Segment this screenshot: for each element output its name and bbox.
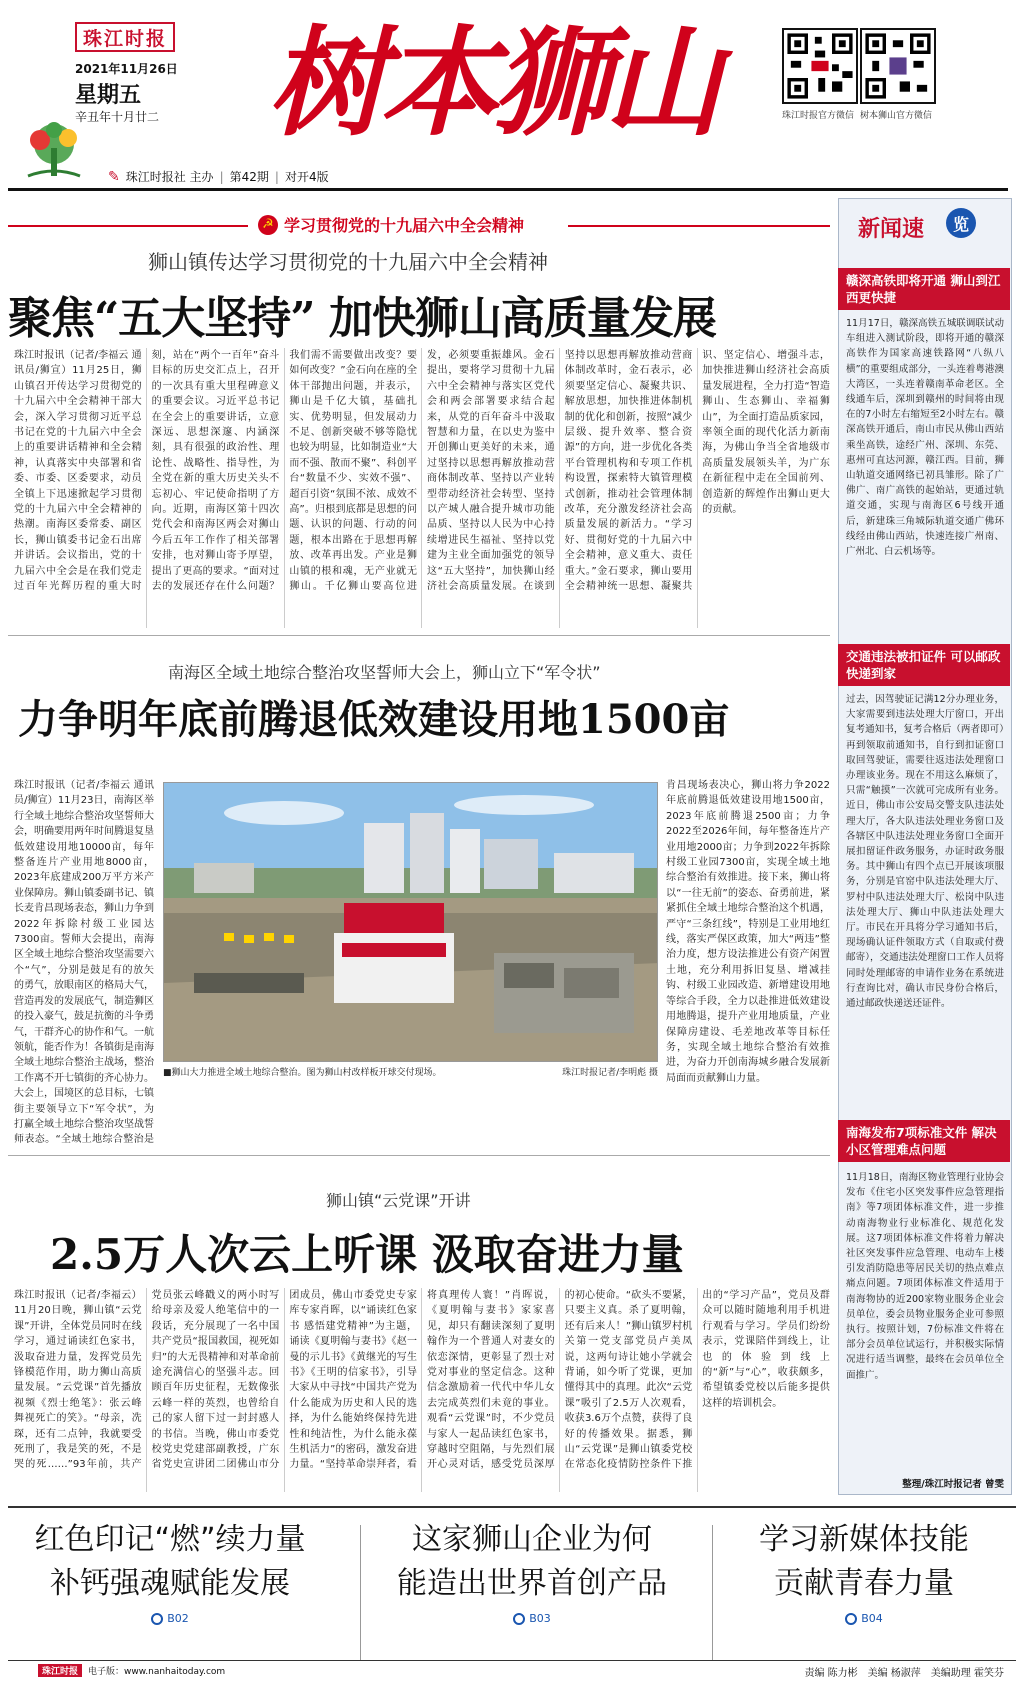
- page-link-icon: [845, 1613, 857, 1625]
- masthead-title: 树本狮山: [268, 13, 717, 152]
- footer-brand: 珠江时报: [38, 1664, 82, 1677]
- sidebar-news-headline-1: 赣深高铁即将开通 狮山到江西更快捷: [838, 268, 1010, 310]
- section-divider: [8, 1155, 830, 1156]
- article1-headline: 聚焦“五大坚持” 加快狮山高质量发展: [8, 293, 716, 344]
- lunar-date: 辛丑年十月廿二: [75, 110, 160, 124]
- page-link-icon: [151, 1613, 163, 1625]
- teaser-page-ref[interactable]: [714, 1612, 1014, 1625]
- sidebar-news-headline-2: 交通违法被扣证件 可以邮政快递到家: [838, 644, 1010, 686]
- party-emblem-icon: ☭: [258, 215, 278, 235]
- theme-rule-left: [8, 225, 248, 227]
- sidebar-news-headline-3: 南海发布7项标准文件 解决小区管理难点问题: [838, 1120, 1010, 1162]
- issue-number: 第42期: [229, 170, 269, 184]
- article3-headline: 2.5万人次云上听课 汲取奋进力量: [50, 1230, 684, 1279]
- qr-code-icon: [782, 28, 858, 104]
- teaser-ref-label: B02: [167, 1612, 189, 1625]
- teaser-page-ref[interactable]: [20, 1612, 320, 1625]
- qr1-caption: 珠江时报官方微信: [782, 111, 855, 121]
- sidebar-credit: 整理/珠江时报记者 曾雯: [902, 1479, 1004, 1490]
- sidebar-title-badge: 览: [946, 208, 976, 238]
- article1-kicker: 狮山镇传达学习贯彻党的十九届六中全会精神: [148, 250, 548, 274]
- qr-code-icon: [860, 28, 936, 104]
- sidebar-news-body-2: 过去，因驾驶证记满12分办理业务，大家需要到违法处理大厅窗口，开出复考通知书，复考合格后（两者即可）再到领取前通知书，自行到扣证窗口取回驾驶证，需要往返违法处理窗口办理该业务。现在不用这么麻烦了，只需“触摸”一次就可完成所有业务。近日，佛山市公安局交警支队违法处理大厅，各大队违法处理业务窗口及各辖区中队违法处理业务窗口全面开展扣留证件政务服务，办证时政务服务。其中狮山有四个点已开展该项服务，分别是官窑中队违法处理大厅、罗村中队违法处理大厅、松岗中队违法处理大厅、狮山中队违法处理大厅。市民在开具将分学习通知书后，现场确认证件领取方式（自取或付费邮寄），交通违法处理窗口工作人员将同时处理邮寄的申请作业务在系统进行查询比对，确认市民身份合格后，通过邮政快递送还证件。: [846, 694, 1004, 1010]
- article3-body: 珠江时报讯（记者/李福云）11月20日晚，狮山镇“云党课”开讲，全体党员同时在线学习，通过诵读红色家书，汲取奋进力量，发挥党员先锋模范作用，助力狮山高质量发展。“云党课”首先播放视频《烈士绝笔》：张云峰 舞视死亡的笑》。“母亲，冼琛，还有二点钟，我就要受死刑了，我是笑的死，不是哭的死……”93年前，共产党员张云峰戳义的两小时写给母亲及爱人绝笔信中的一段话，充分展现了一名中国共产党员“报国救国，视死如归”的大无畏精神和对革命前途充满信心的坚强斗志。回顾百年历史征程，无数像张云峰一样的英烈，也曾给自己的家人留下过一封封感人的书信。当晚，佛山市委党校党史党建部副教授，广东省党史宣讲团二团佛山市分团成员，佛山市委党史专家库专家肖晖，以“诵读红色家书 感悟建党精神”为主题，诵读《夏明翰与妻书》《赵一曼的示儿书》《黄继光的写生书》《王明的信家书》，引导大家从中寻找“中国共产党为什么能成为历史和人民的选择，为什么能始终保持先进性和纯洁性，为什么能永葆生机活力”的密码，激发奋进力量。“坚持革命崇拜者，看将真理传人寰！”肖晖说，《夏明翰与妻书》家家喜见，却只有翻读深刻了夏明翰作为一个普通人对妻女的依恋深情，更彰显了烈士对党对事业的坚定信念。这种信念激励着一代代中华儿女去完成英烈们未竟的事业。观看“云党课”时，不少党员与家人一起品读红色家书，穿越时空阻隔，与先烈们展开心灵对话，感受党员深厚的初心使命。“砍头不要紧，只要主义真。杀了夏明翰，还有后来人！”狮山镇罗村机关第一党支部党员卢美凤说，这两句诗让她小学就会背诵，如今听了党课，更加懂得其中的真理。此次“云党课”吸引了2.5万人次观看，收获3.6万个点赞，获得了良好的传播效果。据悉，狮山“云党课”是狮山镇委党校在常态化疫情防控条件下推出的“学习产品”，党员及群众可以随时随地利用手机进行观看与学习。学员们纷纷表示，党课陪伴到线上，让也的体验到线上的“新”与“心”，收获颇多，希望镇委党校以后能多提供这样的培训机会。: [14, 1290, 830, 1471]
- divider: |: [219, 169, 224, 184]
- photo-caption: ■狮山大力推进全域土地综合整治。图为狮山村改样板开球交付现场。: [163, 1068, 442, 1078]
- footer-left: [38, 1664, 225, 1677]
- teaser-b04[interactable]: [714, 1518, 1014, 1625]
- teaser-rule: [8, 1506, 1016, 1508]
- teaser-line1: 这家狮山企业为何: [412, 1522, 652, 1557]
- brand-logo: 珠江时报: [75, 22, 175, 52]
- sidebar-news-body-1: 11月17日，赣深高铁五城联调联试动车组进入测试阶段，即将开通的赣深高铁作为国家高速铁路网“八纵八横”的重要组成部分，一头连着粤港澳大湾区，一头连着赣南革命老区。全线通车后，深圳到赣州的时间将由现在的7小时左右缩短至2小时左右。赣深高铁开通后，南山市民从佛山西站乘坐高铁，途经广州、深圳、东莞、惠州可直达河源，赣江西。目前，狮山轨道交通网络已初具雏形。除了广佛广、南广高铁的起始站，更通过轨道交通，实现与南海区6号线开通后，新建珠三角城际轨道交通广佛环线经由佛山西站，快速连接广州南、广州北、白云机场等。: [846, 318, 1004, 558]
- teaser-line1: 红色印记“燃”续力量: [34, 1522, 306, 1557]
- teaser-line2: 补钙强魂赋能发展: [50, 1566, 290, 1601]
- footer-credits: 责编 陈力彬 美编 杨淑萍 美编助理 霍笑芬: [804, 1668, 1004, 1679]
- footer-website[interactable]: 电子版：www.nanhaitoday.com: [88, 1667, 226, 1677]
- divider: |: [274, 169, 279, 184]
- teaser-line2: 贡献青春力量: [774, 1566, 954, 1601]
- qr2-caption: 树本狮山官方微信: [860, 111, 933, 121]
- theme-label: 学习贯彻党的十九届六中全会精神: [284, 216, 525, 235]
- photo-credit: 珠江时报记者/李明彪 摄: [562, 1068, 658, 1078]
- theme-rule-right: [568, 225, 830, 227]
- feather-icon: ✎: [108, 168, 120, 185]
- article1-body: 珠江时报讯（记者/李福云 通讯员/狮宣）11月25日，狮山镇召开传达学习贯彻党的十九届六中全会精神干部大会，深入学习贯彻习近平总书记在党的十九届六中全会上的重要讲话精神和全会精神，认真落实中央部署和省委、市委、区委要求，动员全镇上下迅速掀起学习贯彻党的十九届六中全会精神的热潮。南海区委常委、副区长，狮山镇委书记金石出席并讲话。会议指出，党的十九届六中全会是在我们党走过百年光辉历程的重大时刻，站在“两个一百年”奋斗目标的历史交汇点上，召开的一次具有重大里程碑意义的重要会议。习近平总书记在全会上的重要讲话，立意深远、思想深邃、内涵深刻，具有很强的政治性、理论性、战略性、指导性，为全党在新的重大历史关头不忘初心、牢记使命指明了方向。近期，南海区第十四次党代会和南海区两会对狮山今后五年工作作了相关部署安排，也对狮山寄予厚望，提出了更高的要求。“面对过去的发展还存在什么问题？我们需不需要做出改变？要如何改变？”金石向在座的全体干部抛出问题，并表示，狮山是千亿大镇，基础扎实、优势明显，但发展动力不足、创新突破不够等隐忧也较为明显，比如制造业“大而不强、散而不聚”、科创平台“数量不少、实效不强”、超百引资“氛围不浓、成效不高”。归根到底都是思想的问题、认识的问题、行动的问题，根本出路在于思想再解放、改革再出发。产业是狮山镇的根和魂，无产业就无狮山。千亿狮山要高位进发，必须要重振雄风。金石提出，要将学习贯彻十九届六中全会精神与落实区党代会和两会部署要求结合起来，从党的百年奋斗中汲取智慧和力量，在以史为鉴中开创狮山更美好的未来，通过坚持以思想再解放推动营商体制改革、坚持以产业转型带动经济社会转型、坚持以产城人融合提升城市功能品质、坚持以人民为中心持续增进民生福祉、坚持以党建为主业全面加强党的领导这“五大坚持”，加快狮山经济社会高质量发展。在谈到坚持以思想再解放推动营商体制改革时，金石表示，必须要坚定信心、凝聚共识、解放思想，加快推进体制机制的优化和创新，按照“减少层级、提升效率、整合资源”的方向，进一步优化各类平台管理机构和专项工作机构设置，探索特大镇管理模式创新，推动社会管理体制改革，充分激发经济社会高质量发展的新活力。“学习好、贯彻好党的十九届六中全会精神，意义重大、责任重大。”金石要求，狮山要用全会精神统一思想、凝聚共识、坚定信心、增强斗志，加快推进狮山经济社会高质量发展进程，全力打造“智造狮山、生态狮山、幸福狮山”，为全面打造品质家园，率领全面的现代化活力新南海，为佛山争当全省地级市高质量发展领头羊，为广东在新征程中走在全国前列、创造新的辉煌作出狮山更大的贡献。: [14, 350, 830, 593]
- page-link-icon: [513, 1613, 525, 1625]
- teaser-b03[interactable]: [382, 1518, 682, 1625]
- teaser-divider: [360, 1525, 361, 1660]
- sidebar-title: [858, 212, 924, 243]
- publisher: 珠江时报社 主办: [125, 170, 214, 184]
- teaser-b02[interactable]: [20, 1518, 320, 1625]
- teaser-divider: [712, 1525, 713, 1660]
- page-count: 对开4版: [284, 170, 329, 184]
- tree-emblem-icon: [8, 118, 100, 188]
- article3-kicker: 狮山镇“云党课”开讲: [326, 1191, 471, 1210]
- issue-info-bar: [108, 168, 329, 185]
- sidebar-news-body-3: 11月18日，南海区物业管理行业协会发布《住宅小区突发事件应急管理指南》等7项团体标准文件，进一步推动南海物业行业标准化、规范化发展。这7项团体标准文件将着力解决社区突发事件应急管理、电动车上楼引发消防隐患等居民关切的热点难点痛点问题。7项团体标准文件适用于南海物协的近200家物业服务企业会员单位，委会员物业服务企业可参照执行。按照计划，7份标准文件将在部分会员单位试运行，并积极实际情况进行适当调整，最终在会员单位全面推广。: [846, 1172, 1004, 1381]
- teaser-ref-label: B04: [861, 1612, 883, 1625]
- footer-rule: [8, 1660, 1016, 1661]
- article2-right-column: 肯昌现场表决心，狮山将力争2022年底前腾退低效建设用地1500亩，2023年底前腾退2500亩；力争2022至2026年间，每年整备连片产业用地2000亩；力争到2022年拆除村级工业园7300亩，实现全域土地综合整治有效推进。接下来，狮山将以“一往无前”的姿态、奋勇前进，紧紧抓住全域土地综合整治这个机遇，严守“三条红线”，特别是工业用地红线，落实严保区政策，加大“两违”整治力度，想方设法推进公有资产闲置土地，充分利用拆旧复垦、增减挂钩、村级工业园改造、新增建设用地等综合手段，全力以赴推进低效建设用地腾退，提升产业用地质量，产业保障房建设、毛差地改革等目标任务，实现全域土地综合整治有效推进，为奋力开创南海城乡融合发展新局面而贡献狮山力量。: [666, 780, 830, 1084]
- construction-site-photo-icon: [164, 783, 658, 1062]
- masthead-rule: [8, 188, 1008, 191]
- teaser-page-ref[interactable]: [382, 1612, 682, 1625]
- article2-photo: [163, 782, 658, 1062]
- teaser-line2: 能造出世界首创产品: [397, 1566, 667, 1601]
- weekday: 星期五: [75, 83, 142, 108]
- teaser-line1: 学习新媒体技能: [759, 1522, 969, 1557]
- photo-caption-row: [163, 1065, 658, 1078]
- article2-kicker: 南海区全域土地综合整治攻坚誓师大会上，狮山立下“军令状”: [168, 663, 601, 682]
- sidebar-title-main: 新闻速: [858, 217, 925, 242]
- issue-date: 2021年11月26日: [75, 62, 178, 76]
- article2-left-column: 珠江时报讯（记者/李福云 通讯员/狮宣）11月23日，南海区举行全域土地综合整治攻坚誓师大会，明确要用两年时间腾退复垦低效建设用地10000亩，每年整备连片产业用地8000亩，2023年底建成200万平方米产业保障房。狮山镇委副书记、镇长麦肯昌现场表态，狮山力争到2022年拆除村级工业园达7300亩。誓师大会提出，南海区全域土地综合整治攻坚需要六个“气”，分别是鼓足有的放矢的勇气，放眼南区的格局大气，营造再发的发展底气，制造狮区的投入豪气，鼓足抗衡的斗争勇气，干群齐心的协作和气。一航领航，能否作为！各镇街是南海全域土地综合整治主战场，整治工作离不开七镇街的齐心协力。大会上，国境区的总目标，七镇街主要领导立下“军令状”，为打赢全域土地综合整治攻坚战誓师表态。“全域土地综合整治是: [14, 780, 154, 1146]
- teaser-ref-label: B03: [529, 1612, 551, 1625]
- section-divider: [8, 635, 830, 636]
- theme-banner: [258, 213, 524, 236]
- article2-headline: 力争明年底前腾退低效建设用地1500亩: [18, 696, 730, 743]
